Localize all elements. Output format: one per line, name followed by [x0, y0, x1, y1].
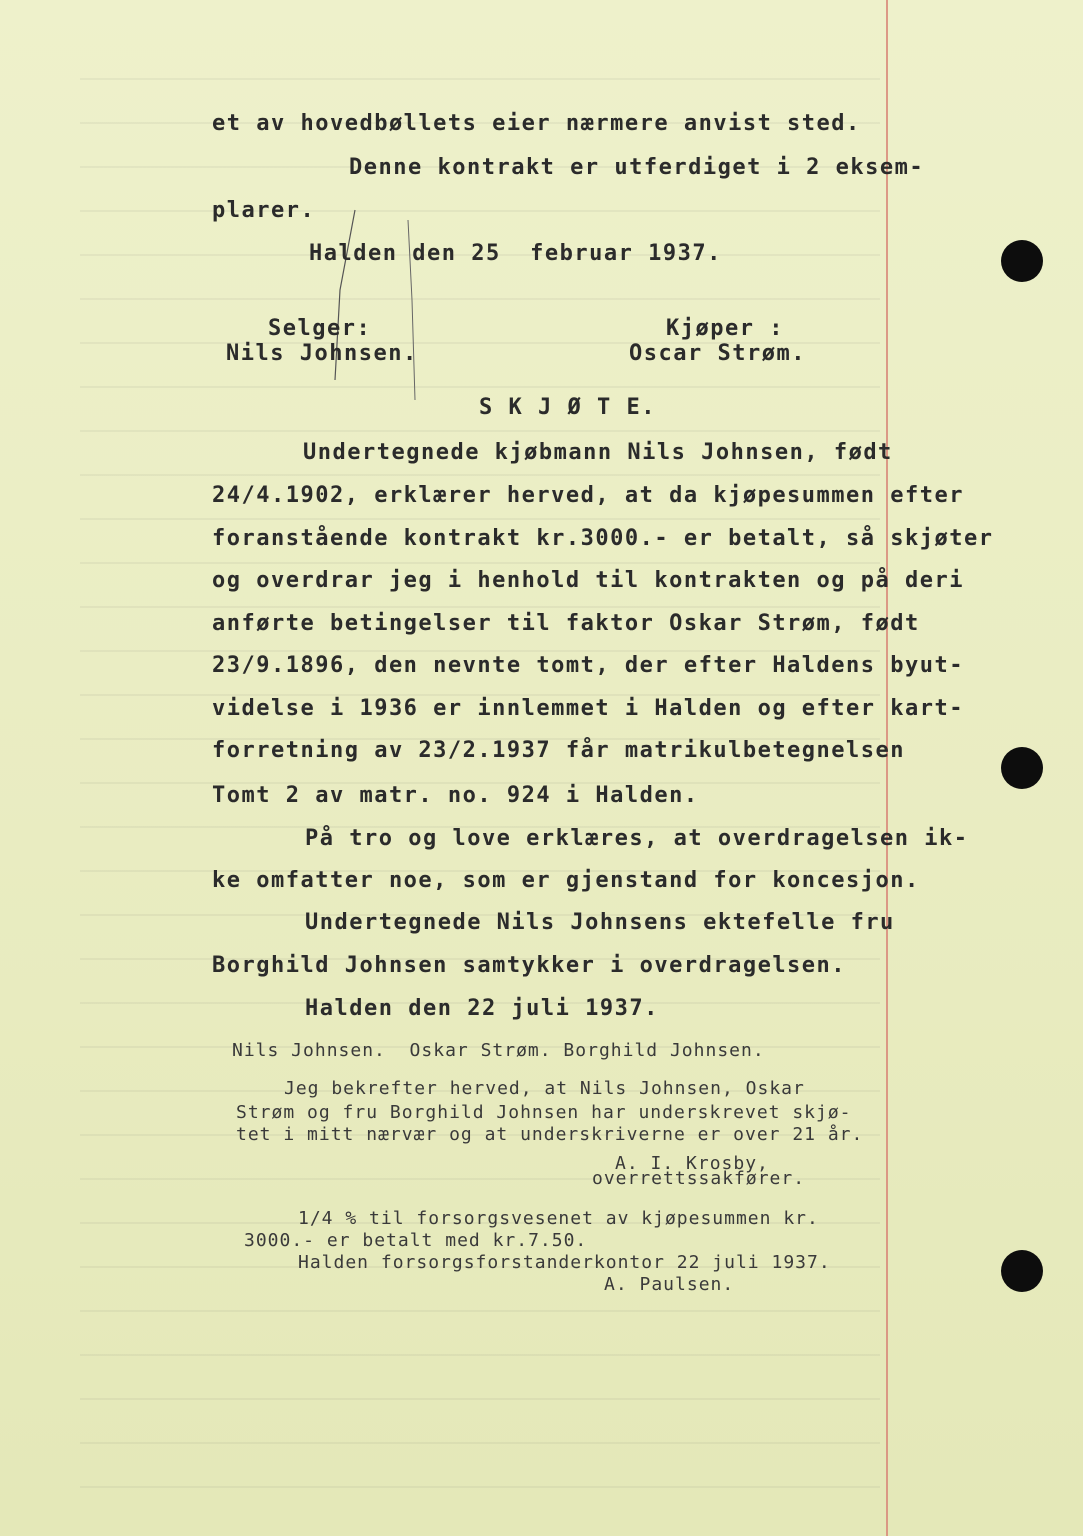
- text-line: Tomt 2 av matr. no. 924 i Halden.: [212, 783, 699, 808]
- attestor-title: overrettssakfører.: [592, 1168, 806, 1189]
- text-line: 23/9.1896, den nevnte tomt, der efter Haldens byut-: [212, 653, 965, 678]
- attestor-name: A. I. Krosby,: [615, 1153, 769, 1174]
- text-line: anførte betingelser til faktor Oskar Strøm, født: [212, 611, 920, 636]
- text-line: plarer.: [212, 198, 316, 223]
- text-line: Undertegnede Nils Johnsens ektefelle fru: [305, 910, 895, 935]
- punch-hole: [1001, 240, 1043, 282]
- text-line: tet i mitt nærvær og at underskriverne er over 21 år.: [236, 1124, 864, 1145]
- text-line: Jeg bekrefter herved, at Nils Johnsen, Oskar: [284, 1078, 805, 1099]
- text-line: og overdrar jeg i henhold til kontrakten og på deri: [212, 568, 965, 593]
- signatures-line: Nils Johnsen. Oskar Strøm. Borghild Johnsen.: [232, 1040, 765, 1061]
- text-line: Halden den 25 februar 1937.: [309, 241, 722, 266]
- text-line: foranstående kontrakt kr.3000.- er betalt, så skjøter: [212, 526, 994, 551]
- text-line: Halden forsorgsforstanderkontor 22 juli 1937.: [298, 1252, 831, 1273]
- seller-name: Nils Johnsen.: [226, 341, 418, 366]
- text-line: Borghild Johnsen samtykker i overdragelsen.: [212, 953, 847, 978]
- text-line: Denne kontrakt er utferdiget i 2 eksem-: [349, 155, 925, 180]
- text-line: Undertegnede kjøbmann Nils Johnsen, født: [303, 440, 893, 465]
- signature-strokes: [300, 200, 440, 420]
- seller-heading: Selger:: [268, 316, 372, 341]
- text-line: 24/4.1902, erklærer herved, at da kjøpesummen efter: [212, 483, 965, 508]
- text-line: videlse i 1936 er innlemmet i Halden og efter kart-: [212, 696, 965, 721]
- text-line: et av hovedbøllets eier nærmere anvist sted.: [212, 111, 861, 136]
- text-line: ke omfatter noe, som er gjenstand for koncesjon.: [212, 868, 920, 893]
- margin-rule: [886, 0, 888, 1536]
- text-line: Strøm og fru Borghild Johnsen har underskrevet skjø-: [236, 1102, 852, 1123]
- text-line: forretning av 23/2.1937 får matrikulbetegnelsen: [212, 738, 906, 763]
- text-line: Halden den 22 juli 1937.: [305, 996, 659, 1021]
- punch-hole: [1001, 1250, 1043, 1292]
- receipt-signature: A. Paulsen.: [604, 1274, 735, 1295]
- text-line: På tro og love erklæres, at overdragelsen ik-: [305, 826, 969, 851]
- punch-hole: [1001, 747, 1043, 789]
- buyer-name: Oscar Strøm.: [629, 341, 806, 366]
- text-line: 1/4 % til forsorgsvesenet av kjøpesummen kr.: [298, 1208, 819, 1229]
- text-line: 3000.- er betalt med kr.7.50.: [244, 1230, 588, 1251]
- buyer-heading: Kjøper :: [666, 316, 784, 341]
- deed-title: S K J Ø T E.: [479, 395, 656, 420]
